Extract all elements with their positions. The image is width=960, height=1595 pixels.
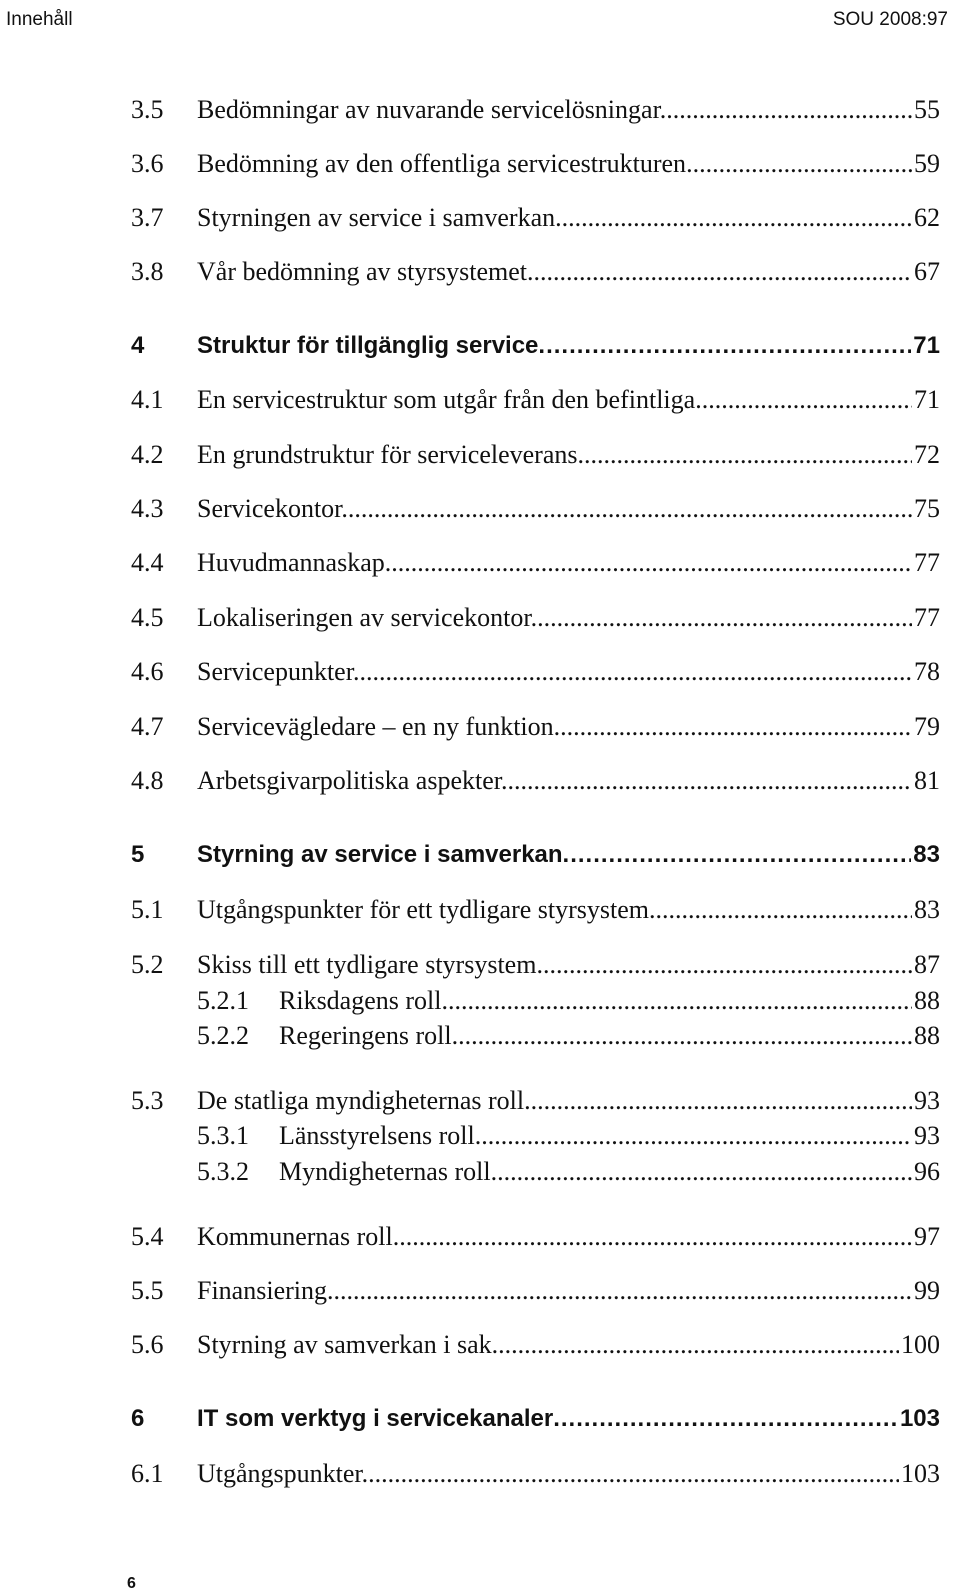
- toc-entry-5-3-2[interactable]: [0, 1154, 960, 1190]
- toc-entry-5-3-1[interactable]: [0, 1118, 960, 1154]
- toc-entry-title: Servicepunkter: [197, 657, 353, 686]
- toc-entry-6-1[interactable]: [0, 1456, 960, 1492]
- toc-entry-5-5[interactable]: [0, 1273, 960, 1309]
- toc-entry-5-2-1[interactable]: [0, 983, 960, 1019]
- toc-entry-title: Styrningen av service i samverkan: [197, 203, 556, 232]
- toc-chapter-title: Styrning av service i samverkan: [197, 841, 563, 868]
- toc-chapter-page: 83: [911, 837, 940, 873]
- toc-entry-4-7[interactable]: [0, 709, 960, 745]
- toc-entry-number: 4.1: [131, 385, 164, 414]
- toc-entry-title: Servicevägledare – en ny funktion: [197, 712, 554, 741]
- toc-entry-number: 5.3: [131, 1086, 164, 1115]
- toc-entry-page: 88: [912, 983, 940, 1019]
- toc-entry-title: Bedömning av den offentliga servicestrukturen: [197, 149, 687, 178]
- toc-entry-title: Vår bedömning av styrsystemet: [197, 257, 527, 286]
- toc-entry-page: 59: [912, 146, 940, 182]
- toc-entry-title: Kommunernas roll: [197, 1222, 393, 1251]
- page-number: 6: [127, 1575, 136, 1592]
- running-head-section: Innehåll: [6, 9, 73, 30]
- toc-entry-title: Finansiering: [197, 1276, 327, 1305]
- toc-entry-title: Riksdagens roll: [279, 986, 442, 1015]
- toc-entry-title: Bedömningar av nuvarande servicelösningar: [197, 95, 660, 124]
- toc-entry-title: Lokaliseringen av servicekontor: [197, 603, 531, 632]
- toc-entry-number: 4.7: [131, 712, 164, 741]
- toc-entry-4-8[interactable]: [0, 763, 960, 799]
- toc-entry-number: 5.1: [131, 895, 164, 924]
- toc-entry-title: Skiss till ett tydligare styrsystem: [197, 950, 537, 979]
- toc-entry-3-5[interactable]: [0, 92, 960, 128]
- toc-chapter-number: 6: [131, 1405, 145, 1432]
- toc-entry-5-2[interactable]: [0, 947, 960, 983]
- toc-entry-page: 93: [912, 1083, 940, 1119]
- toc-entry-title: Servicekontor: [197, 494, 342, 523]
- toc-entry-title: De statliga myndigheternas roll: [197, 1086, 525, 1115]
- toc-entry-page: 71: [912, 382, 940, 418]
- toc-entry-page: 93: [912, 1118, 940, 1154]
- toc-entry-4-2[interactable]: [0, 437, 960, 473]
- toc-entry-page: 78: [912, 654, 940, 690]
- toc-chapter-title: Struktur för tillgänglig service: [197, 332, 539, 359]
- toc-entry-3-6[interactable]: [0, 146, 960, 182]
- toc-entry-number: 4.3: [131, 494, 164, 523]
- toc-entry-page: 88: [912, 1018, 940, 1054]
- toc-entry-page: 67: [912, 254, 940, 290]
- toc-entry-title: Myndigheternas roll: [279, 1157, 491, 1186]
- toc-entry-page: 55: [912, 92, 940, 128]
- toc-entry-title: Styrning av samverkan i sak: [197, 1330, 492, 1359]
- toc-entry-page: 103: [899, 1456, 940, 1492]
- toc-entry-page: 87: [912, 947, 940, 983]
- toc-entry-4-6[interactable]: [0, 654, 960, 690]
- toc-entry-number: 3.8: [131, 257, 164, 286]
- toc-entry-number: 6.1: [131, 1459, 164, 1488]
- toc-entry-number: 5.2.2: [197, 1021, 249, 1050]
- toc-entry-4-4[interactable]: [0, 545, 960, 581]
- toc-entry-title: En servicestruktur som utgår från den befintliga: [197, 385, 696, 414]
- toc-entry-page: 96: [912, 1154, 940, 1190]
- toc-chapter-5[interactable]: [0, 837, 960, 873]
- toc-entry-title: Länsstyrelsens roll: [279, 1121, 475, 1150]
- toc-entry-5-2-2[interactable]: [0, 1018, 960, 1054]
- toc-entry-number: 4.6: [131, 657, 164, 686]
- toc-entry-page: 77: [912, 600, 940, 636]
- toc-chapter-page: 71: [911, 328, 940, 364]
- toc-entry-number: 5.2: [131, 950, 164, 979]
- toc-chapter-number: 4: [131, 332, 145, 359]
- toc-entry-title: Utgångspunkter: [197, 1459, 362, 1488]
- toc-entry-page: 81: [912, 763, 940, 799]
- toc-entry-5-6[interactable]: [0, 1327, 960, 1363]
- toc-entry-page: 72: [912, 437, 940, 473]
- toc-entry-page: 100: [899, 1327, 940, 1363]
- toc-entry-page: 75: [912, 491, 940, 527]
- toc-entry-3-8[interactable]: [0, 254, 960, 290]
- toc-chapter-4[interactable]: [0, 328, 960, 364]
- toc-entry-5-1[interactable]: [0, 892, 960, 928]
- toc-entry-number: 4.8: [131, 766, 164, 795]
- toc-chapter-6[interactable]: [0, 1401, 960, 1437]
- toc-entry-5-4[interactable]: [0, 1219, 960, 1255]
- toc-entry-5-3[interactable]: [0, 1083, 960, 1119]
- toc-entry-page: 97: [912, 1219, 940, 1255]
- toc-entry-number: 5.3.2: [197, 1157, 249, 1186]
- toc-entry-title: Huvudmannaskap: [197, 548, 385, 577]
- toc-entry-number: 4.2: [131, 440, 164, 469]
- running-head-series: SOU 2008:97: [832, 9, 948, 30]
- toc-entry-title: Regeringens roll: [279, 1021, 452, 1050]
- toc-entry-title: Arbetsgivarpolitiska aspekter: [197, 766, 501, 795]
- toc-entry-number: 4.4: [131, 548, 164, 577]
- toc-entry-number: 5.2.1: [197, 986, 249, 1015]
- toc-entry-4-5[interactable]: [0, 600, 960, 636]
- toc-entry-4-3[interactable]: [0, 491, 960, 527]
- toc-entry-title: En grundstruktur för serviceleverans: [197, 440, 578, 469]
- toc-chapter-page: 103: [898, 1401, 940, 1437]
- toc-chapter-title: IT som verktyg i servicekanaler: [197, 1405, 554, 1432]
- toc-entry-number: 3.6: [131, 149, 164, 178]
- toc-entry-number: 3.5: [131, 95, 164, 124]
- toc-entry-4-1[interactable]: [0, 382, 960, 418]
- toc-entry-number: 3.7: [131, 203, 164, 232]
- toc-entry-page: 79: [912, 709, 940, 745]
- toc-entry-number: 5.4: [131, 1222, 164, 1251]
- toc-entry-page: 77: [912, 545, 940, 581]
- toc-entry-page: 99: [912, 1273, 940, 1309]
- toc-entry-number: 5.6: [131, 1330, 164, 1359]
- toc-entry-page: 62: [912, 200, 940, 236]
- toc-entry-title: Utgångspunkter för ett tydligare styrsystem: [197, 895, 650, 924]
- toc-entry-number: 4.5: [131, 603, 164, 632]
- toc-entry-number: 5.3.1: [197, 1121, 249, 1150]
- toc-entry-number: 5.5: [131, 1276, 164, 1305]
- toc-entry-3-7[interactable]: [0, 200, 960, 236]
- toc-chapter-number: 5: [131, 841, 145, 868]
- toc-entry-page: 83: [912, 892, 940, 928]
